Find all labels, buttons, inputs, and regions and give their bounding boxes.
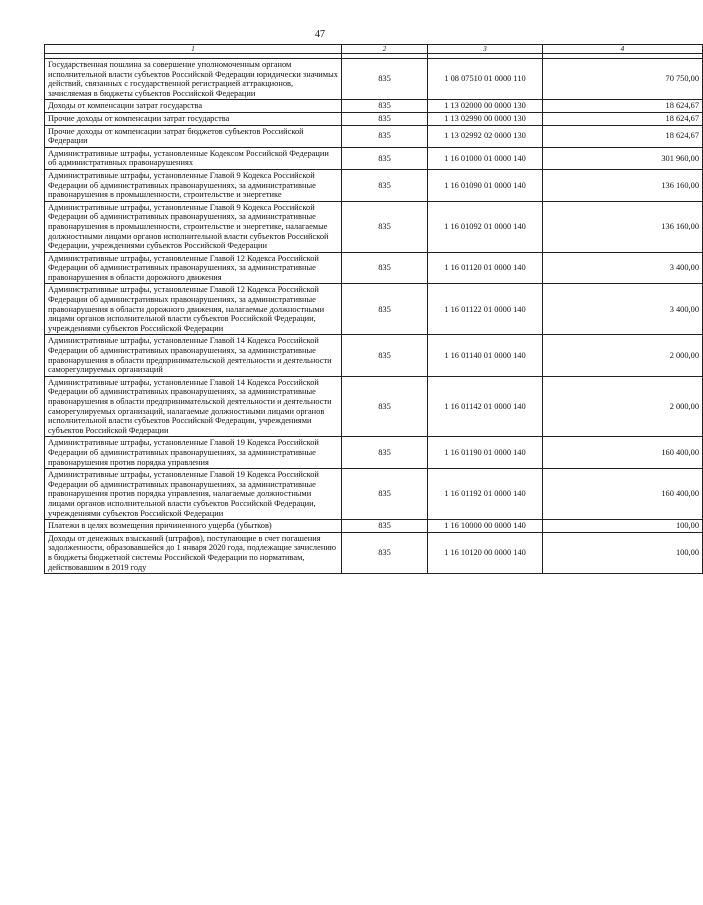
- column-header-4: 4: [543, 45, 703, 54]
- table-row: [45, 112, 703, 125]
- column-header-1: 1: [45, 45, 342, 54]
- row-admin-code: 835: [342, 469, 428, 520]
- row-budget-code: 1 16 10120 00 0000 140: [428, 532, 543, 573]
- row-description: Административные штрафы, установленные Главой 14 Кодекса Российской Федерации об административных правонарушениях, за административные правонарушения в области предпринимательской деятельности и деятельности саморегулируемых организаций, налагаемые должностными лицами органов исполнительной власти субъектов Российской Федерации, учреждениями субъектов Российской Федерации: [45, 376, 342, 437]
- table-body: [45, 59, 703, 574]
- table-row: [45, 201, 703, 252]
- row-admin-code: 835: [342, 252, 428, 284]
- row-budget-code: 1 13 02990 00 0000 130: [428, 112, 543, 125]
- row-admin-code: 835: [342, 112, 428, 125]
- table-row: [45, 169, 703, 201]
- row-admin-code: 835: [342, 125, 428, 147]
- row-admin-code: 835: [342, 284, 428, 335]
- row-amount: 100,00: [543, 532, 703, 573]
- table-row: [45, 520, 703, 533]
- row-amount: 18 624,67: [543, 112, 703, 125]
- row-budget-code: 1 16 01000 01 0000 140: [428, 147, 543, 169]
- row-description: Административные штрафы, установленные Главой 9 Кодекса Российской Федерации об административных правонарушениях, за административные правонарушения в промышленности, строительстве и энергетике, налагаемые должностными лицами органов исполнительной власти субъектов Российской Федерации, учреждениями субъектов Российской Федерации: [45, 201, 342, 252]
- row-admin-code: 835: [342, 169, 428, 201]
- row-amount: 100,00: [543, 520, 703, 533]
- row-amount: 2 000,00: [543, 335, 703, 376]
- row-admin-code: 835: [342, 147, 428, 169]
- row-budget-code: 1 16 01140 01 0000 140: [428, 335, 543, 376]
- row-admin-code: 835: [342, 201, 428, 252]
- row-description: Административные штрафы, установленные Главой 12 Кодекса Российской Федерации об административных правонарушениях, за административные правонарушения в области дорожного движения, налагаемые должностными лицами органов исполнительной власти субъектов Российской Федерации, учреждениями субъектов Российской Федерации: [45, 284, 342, 335]
- row-budget-code: 1 13 02992 02 0000 130: [428, 125, 543, 147]
- row-admin-code: 835: [342, 437, 428, 469]
- row-budget-code: 1 16 10000 00 0000 140: [428, 520, 543, 533]
- row-budget-code: 1 16 01122 01 0000 140: [428, 284, 543, 335]
- row-budget-code: 1 13 02000 00 0000 130: [428, 100, 543, 113]
- row-amount: 3 400,00: [543, 252, 703, 284]
- column-header-3: 3: [428, 45, 543, 54]
- row-admin-code: 835: [342, 520, 428, 533]
- revenue-table: [44, 44, 703, 574]
- table-row: [45, 376, 703, 437]
- row-description: Административные штрафы, установленные Главой 9 Кодекса Российской Федерации об административных правонарушениях, за административные правонарушения в промышленности, строительстве и энергетике: [45, 169, 342, 201]
- row-description: Административные штрафы, установленные Кодексом Российской Федерации об административных правонарушениях: [45, 147, 342, 169]
- row-description: Административные штрафы, установленные Главой 14 Кодекса Российской Федерации об административных правонарушениях, за административные правонарушения в области предпринимательской деятельности и деятельности саморегулируемых организаций: [45, 335, 342, 376]
- row-description: Административные штрафы, установленные Главой 12 Кодекса Российской Федерации об административных правонарушениях, за административные правонарушения в области дорожного движения: [45, 252, 342, 284]
- row-description: Прочие доходы от компенсации затрат государства: [45, 112, 342, 125]
- row-amount: 18 624,67: [543, 100, 703, 113]
- row-amount: 160 400,00: [543, 437, 703, 469]
- row-description: Административные штрафы, установленные Главой 19 Кодекса Российской Федерации об административных правонарушениях, за административные правонарушения против порядка управления, налагаемые должностными лицами органов исполнительной власти субъектов Российской Федерации, учреждениями субъектов Российской Федерации: [45, 469, 342, 520]
- table-row: [45, 125, 703, 147]
- row-description: Прочие доходы от компенсации затрат бюджетов субъектов Российской Федерации: [45, 125, 342, 147]
- row-amount: 18 624,67: [543, 125, 703, 147]
- row-amount: 136 160,00: [543, 169, 703, 201]
- table-row: [45, 59, 703, 100]
- table-row: [45, 147, 703, 169]
- row-description: Государственная пошлина за совершение уполномоченным органом исполнительной власти субъектов Российской Федерации юридически значимых действий, связанных с государственной регистрацией аттракционов, зачисляемая в бюджеты субъектов Российской Федерации: [45, 59, 342, 100]
- column-header-2: 2: [342, 45, 428, 54]
- table-header-row: [45, 45, 703, 54]
- row-description: Доходы от денежных взысканий (штрафов), поступающие в счет погашения задолженности, образовавшейся до 1 января 2020 года, подлежащие зачислению в бюджеты бюджетной системы Российской Федерации по нормативам, действовавшим в 2019 году: [45, 532, 342, 573]
- table-row: [45, 335, 703, 376]
- row-description: Доходы от компенсации затрат государства: [45, 100, 342, 113]
- row-budget-code: 1 16 01090 01 0000 140: [428, 169, 543, 201]
- row-budget-code: 1 08 07510 01 0000 110: [428, 59, 543, 100]
- row-amount: 160 400,00: [543, 469, 703, 520]
- table-row: [45, 252, 703, 284]
- row-budget-code: 1 16 01192 01 0000 140: [428, 469, 543, 520]
- row-budget-code: 1 16 01190 01 0000 140: [428, 437, 543, 469]
- table-row: [45, 469, 703, 520]
- page-number: 47: [315, 29, 325, 40]
- row-amount: 3 400,00: [543, 284, 703, 335]
- row-admin-code: 835: [342, 532, 428, 573]
- row-amount: 70 750,00: [543, 59, 703, 100]
- row-budget-code: 1 16 01120 01 0000 140: [428, 252, 543, 284]
- row-admin-code: 835: [342, 59, 428, 100]
- table-row: [45, 532, 703, 573]
- row-amount: 301 960,00: [543, 147, 703, 169]
- row-description: Административные штрафы, установленные Главой 19 Кодекса Российской Федерации об административных правонарушениях, за административные правонарушения против порядка управления: [45, 437, 342, 469]
- row-admin-code: 835: [342, 100, 428, 113]
- table-row: [45, 284, 703, 335]
- row-amount: 2 000,00: [543, 376, 703, 437]
- row-admin-code: 835: [342, 335, 428, 376]
- row-budget-code: 1 16 01142 01 0000 140: [428, 376, 543, 437]
- row-budget-code: 1 16 01092 01 0000 140: [428, 201, 543, 252]
- row-amount: 136 160,00: [543, 201, 703, 252]
- table-row: [45, 100, 703, 113]
- row-admin-code: 835: [342, 376, 428, 437]
- row-description: Платежи в целях возмещения причиненного ущерба (убытков): [45, 520, 342, 533]
- table-row: [45, 437, 703, 469]
